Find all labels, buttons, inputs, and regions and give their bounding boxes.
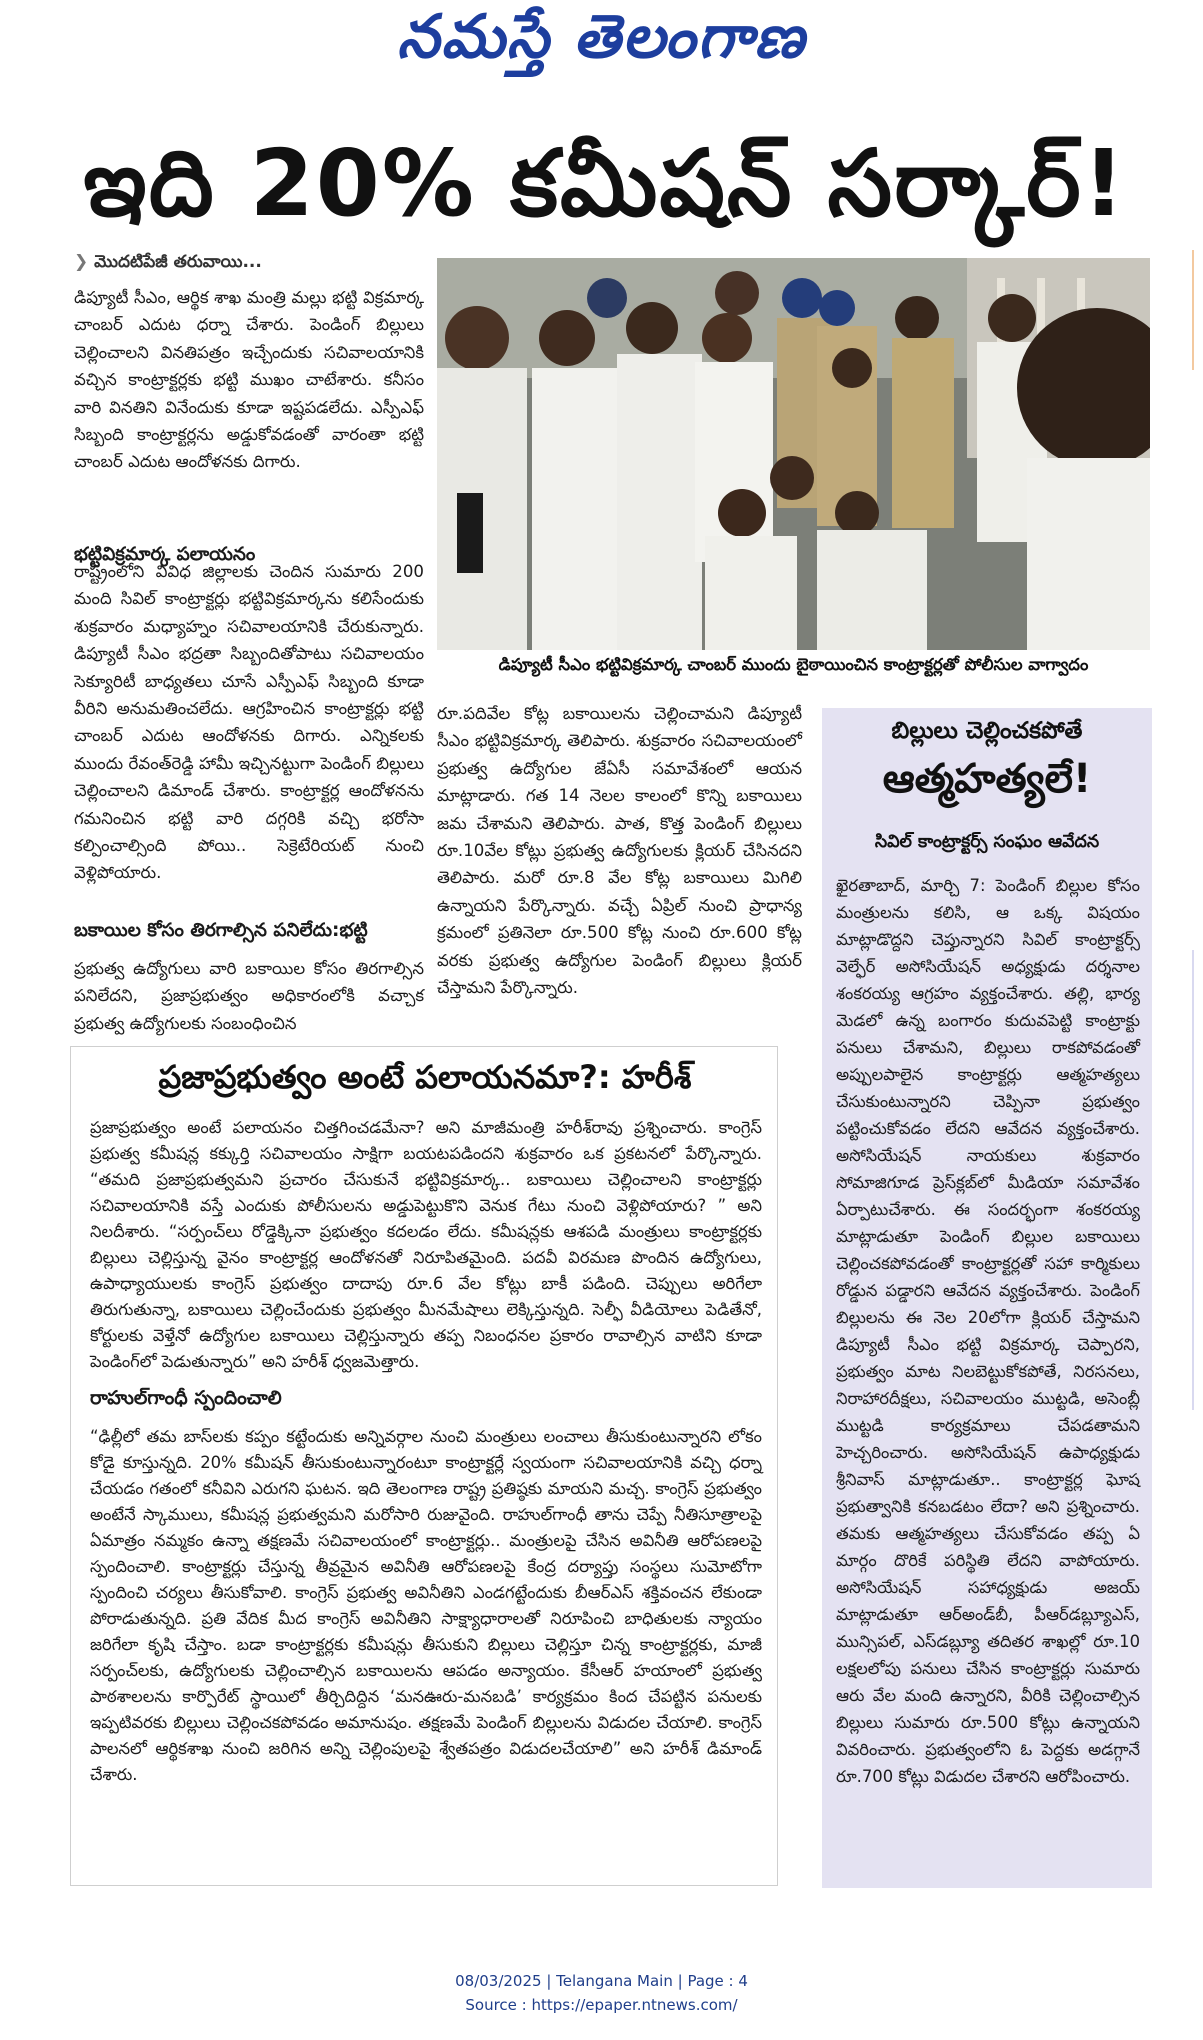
section2-body-right: రూ.పదివేల కోట్ల బకాయిలను చెల్లించామని డిప్యూటీ సీఎం భట్టివిక్రమార్క తెలిపారు. శుక్రవారం సచివాలయంలో ప్రభుత్వ ఉద్యోగుల జేఏసీ సమావేశంలో ఆయన మాట్లాడారు. గత 14 నెలల కాలంలో కొన్ని బకాయిలు జమ చేశామని తెలిపారు. పాత, కొత్త పెండింగ్ బిల్లులు రూ.10వేల కోట్లు ప్రభుత్వ ఉద్యోగులకు క్లియర్ చేసినదని తెలిపారు. మరో రూ.8 వేల కోట్ల బకాయిలు మిగిలి ఉన్నాయని పేర్కొన్నారు. వచ్చే ఏప్రిల్ నుంచి ప్రాధాన్య క్రమంలో ప్రతినెలా రూ.500 కోట్ల నుంచి రూ.600 కోట్ల వరకు ప్రభుత్వ ఉద్యోగుల పెండింగ్ బిల్లులు క్లియర్ చేస్తామని పేర్కొన్నారు.	[437, 704, 802, 998]
news-photo	[437, 258, 1150, 650]
section2-body-right-block	[437, 700, 802, 1001]
left-column	[74, 252, 424, 579]
photo-caption: డిప్యూటీ సీఎం భట్టివిక్రమార్క చాంబర్ ముందు బైఠాయించిన కాంట్రాక్టర్లతో పోలీసుల వాగ్వాదం	[498, 655, 1089, 674]
sidebar-body-block	[836, 872, 1140, 1790]
harish-subheading: రాహుల్‌గాంధీ స్పందించాలి	[90, 1387, 282, 1409]
headline: ఇది 20% కమీషన్ సర్కార్!	[83, 130, 1127, 237]
sidebar-kicker: బిల్లులు చెల్లించకపోతే	[891, 718, 1083, 744]
adjacent-page-edge	[1182, 250, 1203, 1890]
harish-box-body	[90, 1115, 762, 1788]
masthead-logo: నమస్తే తెలంగాణ	[396, 2, 807, 72]
continuation-text: మొదటిపేజీ తరువాయి...	[94, 252, 262, 272]
section1-body: వీరిని అనుమతించలేదు. ఆగ్రహించిన కాంట్రాక్టర్లు భట్టి చాంబర్ ఎదుట ఆందోళనకు దిగారు. ఎన్నికలకు ముందు రేవంత్‌రెడ్డి హామీ ఇచ్చినట్టుగా పెండింగ్ బిల్లులు చెల్లించాలని డిమాండ్ చేశారు. కాంట్రాక్టర్ల ఆందోళనను గమనించిన భట్టి వారి దగ్గరికి వచ్చి భరోసా కల్పించాల్సింది పోయి.. సెక్రెటేరియట్ నుంచి వెళ్లిపోయారు.	[74, 699, 424, 883]
section1-body-continued	[74, 690, 424, 918]
section2-body-left: ప్రభుత్వ ఉద్యోగులు వారి బకాయిల కోసం తిరగాల్సిన పనిలేదని, ప్రజాప్రభుత్వం అధికారంలోకి వచ్చాక ప్రభుత్వ ఉద్యోగులకు సంబంధించిన	[74, 959, 424, 1033]
footer-source-line: Source : https://epaper.ntnews.com/	[465, 1996, 738, 2014]
harish-box-title: ప్రజాప్రభుత్వం అంటే పలాయనమా?: హరీశ్	[158, 1058, 692, 1096]
harish-body: ప్రజాప్రభుత్వం అంటే పలాయనం చిత్తగించడమేనా? అని మాజీమంత్రి హరీశ్‌రావు ప్రశ్నించారు. కాంగ్రెస్ ప్రభుత్వ కమీషన్ల కక్కుర్తి సచివాలయం సాక్షిగా బయటపడిందని శుక్రవారం ఒక ప్రకటనలో పేర్కొన్నారు. “తమది ప్రజాప్రభుత్వమని ప్రచారం చేసుకునే భట్టివిక్రమార్క.. బకాయిలు చెల్లించాలని కాంట్రాక్టర్లు సచివాలయానికి వస్తే ఎందుకు పోలీసులను అడ్డుపెట్టుకొని వెనుక గేటు నుంచి వెళ్లిపోయారు? ” అని నిలదీశారు. “సర్పంచ్‌లు రోడ్డెక్కినా ప్రభుత్వం కదలడం లేదు. కమీషన్లకు ఆశపడి మంత్రులు కాంట్రాక్టర్లకు బిల్లులు చెల్లిస్తున్న వైనం కాంట్రాక్టర్ల ఆందోళనతో నిరూపితమైంది. పదవీ విరమణ పొందిన ఉద్యోగులు, ఉపాధ్యాయులకు కాంగ్రెస్ ప్రభుత్వం దాదాపు రూ.6 వేల కోట్లు బాకీ పడింది. చెప్పులు అరిగేలా తిరుగుతున్నా, బకాయిలు చెల్లించేందుకు ప్రభుత్వం మీనమేషాలు లెక్కిస్తున్నది. సెల్ఫీ వీడియోలు పెడితేనో, కోర్టులకు వెళ్తేనో ఉద్యోగుల బకాయిలు చెల్లిస్తున్నారు తప్ప నిబంధనల ప్రకారం రావాల్సిన వాటిని కూడా పెండింగ్‌లో పెడుతున్నారు” అని హరీశ్ ధ్వజమెత్తారు.	[90, 1118, 762, 1371]
section1-body-block	[74, 558, 424, 690]
sidebar-headline: ఆత్మహత్యలే!	[882, 756, 1092, 802]
section1-heading: భట్టివిక్రమార్క పలాయనం	[74, 544, 256, 565]
chevron-right-icon: ❯	[74, 252, 95, 272]
lead-paragraph: డిప్యూటీ సీఎం, ఆర్థిక శాఖ మంత్రి మల్లు భట్టి విక్రమార్క చాంబర్ ఎదుట ధర్నా చేశారు. పెండింగ్ బిల్లులు చెల్లించాలని వినతిపత్రం ఇచ్చేందుకు సచివాలయానికి వచ్చిన కాంట్రాక్టర్లకు భట్టి ముఖం చాటేశారు. కనీసం వారి వినతిని వినేందుకు కూడా ఇష్టపడలేదు. ఎస్పీఎఫ్ సిబ్బంది కాంట్రాక్టర్లను అడ్డుకోవడంతో వారంతా భట్టి చాంబర్ ఎదుట ఆందోళనకు దిగారు.	[74, 288, 424, 472]
sidebar-subheading: సివిల్ కాంట్రాక్టర్స్ సంఘం ఆవేదన	[874, 832, 1100, 852]
section1-body-top: రాష్ట్రంలోని వివిధ జిల్లాలకు చెందిన సుమారు 200 మంది సివిల్ కాంట్రాక్టర్లు భట్టివిక్రమార్కను కలిసేందుకు శుక్రవారం మధ్యాహ్నం సచివాలయానికి చేరుకున్నారు. డిప్యూటీ సీఎం భద్రతా సిబ్బందితోపాటు సచివాలయం సెక్యూరిటీ బాధ్యతలు చూసే ఎస్పీఎఫ్ సిబ్బంది కూడా	[74, 562, 424, 690]
harish-body-2: “ఢిల్లీలో తమ బాస్‌లకు కప్పం కట్టేందుకు అన్నివర్గాల నుంచి మంత్రులు లంచాలు తీసుకుంటున్నారని లోకం కోడై కూస్తున్నది. 20% కమీషన్ తీసుకుంటున్నారంటూ కాంట్రాక్టర్లే స్వయంగా సచివాలయానికి వచ్చి ధర్నా చేయడం గతంలో కనీవిని ఎరుగని ఘటన. ఇది తెలంగాణ రాష్ట్ర ప్రతిష్ఠకు మాయని మచ్చ. కాంగ్రెస్ ప్రభుత్వం అంటేనే స్కాములు, కమీషన్ల ప్రభుత్వమని మరోసారి రుజువైంది. రాహుల్‌గాంధీ తాను చెప్పే నీతిసూత్రాలపై ఏమాత్రం నమ్మకం ఉన్నా తక్షణమే సచివాలయంలో కాంట్రాక్టర్లు.. మంత్రులపై చేసిన అవినీతి ఆరోపణలపై స్పందించాలి. కాంట్రాక్టర్లు చేస్తున్న తీవ్రమైన అవినీతి ఆరోపణలపై కేంద్ర దర్యాప్తు సంస్థలు సుమోటోగా స్పందించి చర్యలు తీసుకోవాలి. కాంగ్రెస్ ప్రభుత్వ అవినీతిని ఎండగట్టేందుకు బీఆర్ఎస్ శక్తివంచన లేకుండా పోరాడుతున్నది. ప్రతి వేదిక మీద కాంగ్రెస్ అవినీతిని సాక్ష్యాధారాలతో నిరూపించి బాధితులకు న్యాయం జరిగేలా కృషి చేస్తాం. బడా కాంట్రాక్టర్లకు కమీషన్లు తీసుకుని బిల్లులు చెల్లిస్తూ చిన్న కాంట్రాక్టర్లకు, మాజీ సర్పంచ్‌లకు, ఉద్యోగులకు చెల్లించాల్సిన బకాయిలను ఆపడం అన్యాయం. కేసీఆర్ హయాంలో ప్రభుత్వ పాఠశాలలను కార్పొరేట్ స్థాయిలో తీర్చిదిద్దిన ‘మనఊరు-మనబడి’ కార్యక్రమం కింద చేపట్టిన పనులకు ఇప్పటివరకు బిల్లులు చెల్లించకపోవడం అమానుషం. తక్షణమే పెండింగ్ బిల్లులను విడుదల చేయాలి. కాంగ్రెస్ పాలనలో ఆర్థికశాఖ నుంచి జరిగిన అన్ని చెల్లింపులపై శ్వేతపత్రం విడుదలచేయాలి” అని హరీశ్ డిమాండ్ చేశారు.	[90, 1427, 762, 1784]
section2-heading: బకాయిల కోసం తిరగాల్సిన పనిలేదు:భట్టి	[74, 920, 368, 941]
protest-photo-illustration	[437, 258, 1150, 650]
footer-date-line: 08/03/2025 | Telangana Main | Page : 4	[455, 1972, 748, 1990]
section2-block	[74, 920, 424, 1037]
sidebar-body: ఖైరతాబాద్, మార్చి 7: పెండింగ్ బిల్లుల కోసం మంత్రులను కలిసి, ఆ ఒక్క విషయం మాట్లాడొద్దని చెప్తున్నారని సివిల్ కాంట్రాక్టర్స్ వెల్ఫేర్ అసోసియేషన్ అధ్యక్షుడు దర్శనాల శంకరయ్య ఆగ్రహం వ్యక్తంచేశారు. తల్లి, భార్య మెడలో ఉన్న బంగారం కుదువపెట్టి కాంట్రాక్టు పనులు చేశామని, బిల్లులు రాకపోవడంతో అప్పులపాలైన కాంట్రాక్టర్లు ఆత్మహత్యలు చేసుకుంటున్నారని చెప్పినా ప్రభుత్వం పట్టించుకోవడం లేదని ఆవేదన వ్యక్తంచేశారు. అసోసియేషన్ నాయకులు శుక్రవారం సోమాజిగూడ ప్రెస్‌క్లబ్‌లో మీడియా సమావేశం ఏర్పాటుచేశారు. ఈ సందర్భంగా శంకరయ్య మాట్లాడుతూ పెండింగ్ బిల్లుల బకాయిలు చెల్లించకపోవడంతో కాంట్రాక్టర్లతో సహా కార్మికులు రోడ్డున పడ్డారని ఆవేదన వ్యక్తంచేశారు. పెండింగ్ బిల్లులను ఈ నెల 20లోగా క్లియర్ చేస్తామని డిప్యూటీ సీఎం భట్టి విక్రమార్క చెప్పారని, ప్రభుత్వం మాట నిలబెట్టుకోకపోతే, నిరసనలు, నిరాహారదీక్షలు, సచివాలయం ముట్టడి, అసెంబ్లీ ముట్టడి కార్యక్రమాలు చేపడతామని హెచ్చరించారు. అసోసియేషన్ ఉపాధ్యక్షుడు శ్రీనివాస్ మాట్లాడుతూ.. కాంట్రాక్టర్ల ఘోష ప్రభుత్వానికి కనబడటం లేదా? అని ప్రశ్నించారు. తమకు ఆత్మహత్యలు చేసుకోవడం తప్ప ఏ మార్గం దొరికే పరిస్థితి లేదని వాపోయారు. అసోసియేషన్ సహాధ్యక్షుడు అజయ్ మాట్లాడుతూ ఆర్‌అండ్‌బీ, పీఆర్‌డబ్ల్యూఎస్, మున్సిపల్, ఎస్‌డబ్ల్యూ తదితర శాఖల్లో రూ.10 లక్షలలోపు పనులు చేసిన కాంట్రాక్టర్లు సుమారు ఆరు వేల మంది ఉన్నారని, వీరికి చెల్లించాల్సిన బిల్లులు సుమారు రూ.500 కోట్లు ఉన్నాయని వివరించారు. ప్రభుత్వంలోని ఓ పెద్దకు అడగ్గానే రూ.700 కోట్లు విడుదల చేశారని ఆరోపించారు.	[836, 876, 1140, 1786]
continuation-kicker	[74, 252, 424, 276]
